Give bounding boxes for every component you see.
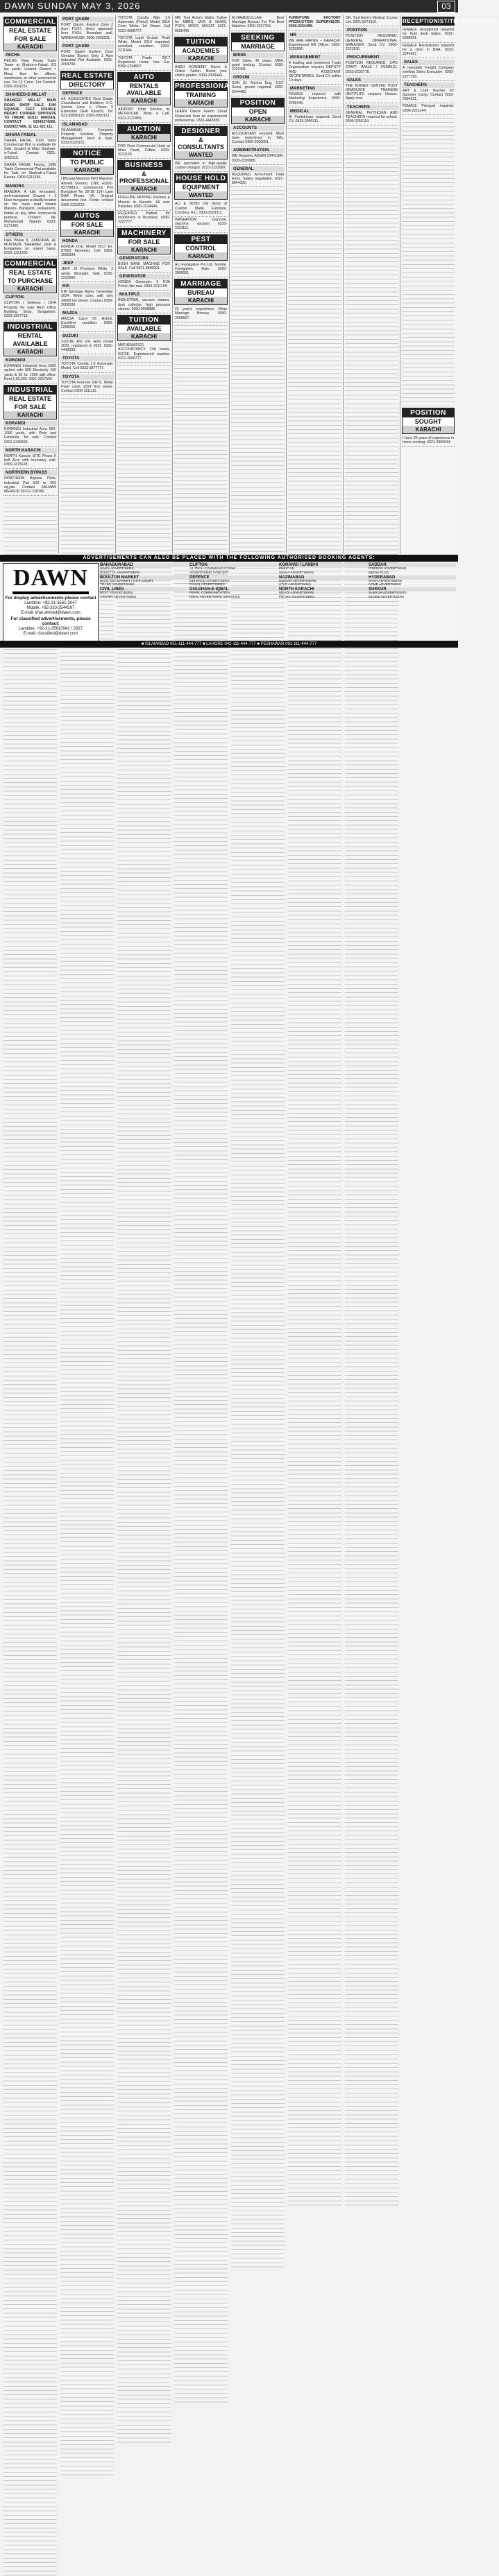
seeking-marriage-box [231,33,285,51]
classified-ad: FEMALE required with Marketing Experience. 0300-2299445. [288,92,341,107]
box-sub: & PROFESSIONAL [119,171,169,185]
section-heading: KORANGI [3,421,57,426]
dense-text-filler [288,126,341,2206]
page-number: 03 [437,1,455,12]
classified-ad: ACCOUNTANT required. Must have experience in Tally. Contact 0300-2000001. [231,131,285,147]
agent-item: FAISAL ADVERTISERS [189,583,225,587]
column-4 [173,15,234,553]
commercial-sale-box [3,17,57,51]
agent-city: SUKKUR [367,587,456,591]
dawn-logo [3,565,98,594]
box-sub: TRAINING [185,92,217,99]
box-title: TUITION [118,315,170,325]
display-contact-heading: For display advertisements please contact [5,596,96,600]
box-city: KARACHI [61,166,113,174]
classified-ad: GENERAL PHYSICIAN AND TEACHERS required for school. 0300-2255119. [345,110,398,126]
box-title: NOTICE [61,149,113,158]
dense-text-filler [3,496,57,2576]
box-city: KARACHI [4,348,56,356]
booking-agents-section [0,555,458,648]
classified-ad: ART & Craft Teacher for Summer Camp. Contact 0323-7654321. [402,88,455,104]
section-heading: PECHS [3,53,57,58]
box-city: KARACHI [175,55,227,62]
industrial-sale-box [3,385,57,420]
section-heading: GENERATORS [117,256,171,261]
box-sub: EQUIPMENT [182,184,220,191]
box-category: REAL ESTATE [8,27,51,34]
section-heading: TOYOTA [60,374,114,380]
box-title: AUCTION [118,125,170,134]
column-8 [400,15,499,553]
professional-training-box [174,81,234,107]
designer-box [174,126,228,159]
classified-ad: NORTH Karachi SITE Phase II half Acre with boundary wall. 0300-2475628. [3,453,57,469]
section-heading: MULTIPLE [117,292,171,297]
classified-ad: ANSH ACADEMY Home & Online Tuition. Boost your child's grades. 0300-2333444. [174,64,228,80]
agent-item: GLOBE ADVERTISERS [369,595,405,599]
section-heading: HONDA [60,239,114,244]
box-sub: BUREAU [187,289,214,297]
agent-city: BOULTON MARKET [99,576,187,580]
classified-ad: FEMALE Receptionist required for a clinic in DHA. 0333-2244567. [402,43,455,59]
autos-box [60,211,114,237]
section-heading: ADMINISTRATION [231,148,285,153]
agent-column [188,563,277,641]
box-city: KARACHI [4,285,56,293]
classified-ad: 21 year's experience. Khan Marriage Bureau. 0300-2655567. [174,306,228,322]
box-title: INDUSTRIAL [4,322,56,331]
dawn-contact-box [3,563,99,642]
box-title: PEST [175,235,227,244]
agent-city: KORANGI / LANDHI [278,563,366,567]
section-heading: SALES [345,78,398,83]
agent-column [278,563,366,641]
regional-office-bar: ■ ISLAMABAD 051-111-444-777 ■ LAHORE 042-111-444-777 ■ PESHAWAR 091-111-444-777 [0,641,458,648]
classified-ad: MANORA: A fully renovated, well-maintained Ground + 1 Floor bungalow is ideally located on the main road toward Manora. Banquets, restaurants, hotels or any other commercial purpose. Contact: Mr. Muhammad Naeem 0333-2171435. [3,189,57,231]
classified-ad: WE ARE HIRING – KARACHI. Experienced HR Officer. 0300-2233556. [288,38,341,54]
agent-column [367,563,456,641]
classified-ad: FREELINE MOVING Packers & Movers in Karachi. All over Pakistan. 0300-2224444. [117,195,171,211]
classified-ad: SHARA FAISAL Facing, 1000 Yards Commercial Plot available for Sale on Shahrah-e-Faisal Karsaz. 0300-9211326. [3,162,57,182]
classified-ad: POSITION REQUIRED: GENERAL OPERATIONAL MANAGER. Send CV. 0300-2221100. [345,33,398,53]
agent-item: STAR ADVERTISING [279,583,311,587]
classified-contact-heading: For classified advertisements, please contact: [10,616,91,626]
classified-ad: MR. Touf Amin's Maths Tuition for MBBS, UHS & NUMS, PGFS, MRCP, MDCAT. 0321-6655443. [174,15,228,35]
classified-ad: INDUSTRIAL vacuum cleaner, dust collector, high pressure cleaner. 0300-9998888. [117,297,171,313]
box-sub: OPEN [248,107,267,115]
classified-ad: REQUIRED Partner for investment in Business. 0300-3337777. [117,211,171,227]
box-city: KARACHI [4,411,56,419]
ad-columns [2,15,499,553]
box-category: REAL ESTATE [8,395,51,402]
realestate-directory-box [60,71,114,89]
agent-city: CIVIL LINES [99,587,187,591]
commercial-purchase-box [3,259,57,293]
classified-ad: KIA Sportage Alpha, November 2024, White color, with only 24000 km driven. Contact 0300-2000000. [60,289,114,309]
business-box [117,160,171,193]
machinery-box [117,228,171,254]
classified-ad: KORANGI Industrial Area 5000 sq.feet with 800 Electricity 100 yards & 50 kv, 1000 sqft office. Rent 5,50,000. 0321-2017560. [3,363,57,383]
position-sought-box [402,408,455,434]
box-city: KARACHI [118,97,170,105]
agent-item: PECHS ADVERTISERS [279,595,315,599]
box-city: KARACHI [175,252,227,260]
section-heading: MEDICAL [288,109,341,114]
box-title: BUSINESS [118,161,170,170]
classified-ad: A reputable Freight Company seeking Sales Executive. 0300-2277755. [402,65,455,81]
agent-item: ADVERTISING CONCEPT [189,571,230,575]
tuition-available-box [117,315,171,341]
marriage-bureau-box [174,279,228,305]
agent-item: SUKKUR ADVERTISERS [369,591,407,596]
box-sub: ACADEMIES [182,46,220,54]
position-open-box [231,98,285,124]
section-heading: SALES [402,60,455,65]
agent-item: TRANS ADVERTISING [100,583,135,587]
agent-city: SADDAR [367,563,456,567]
agent-item: PEARL COMMUNICATION [189,591,230,596]
classified-ad: AI Pediatrician required. Send CV. 0333-2990111. [288,114,341,126]
column-5 [230,15,287,553]
classified-ad: FOR Rent Commercial Hotel at Main Road, Clifton. 0333-3221133. [117,144,171,159]
classified-ad: WE specialize in high-quality custom designs. 0321-2222999. [174,161,228,172]
classified-ad: DHA Phase 8, ZAMZAMA, AL MURTAZA, SHAHBAZ, plots & bungalows on urgent basis. 0331-1221300. [3,238,57,258]
classified-ad: HONDA Generator 6 KVA Petrol, like new. 0333-2211199. [117,279,171,291]
box-sub: AVAILABLE [126,325,162,333]
classified-ad: KORANGI Industrial Area 600-1000 yards, with Plots and Factories, for sale. Contact 0321-2449968. [3,426,57,447]
dense-text-filler [60,395,114,2475]
agent-item: SHAH ADVERTISERS [369,579,403,583]
box-city: KARACHI [118,333,170,340]
agent-item: BOULTON MARKET / CITY COURT [100,579,154,583]
box-title: PROFESSIONAL [175,83,234,91]
agent-city: GULSHAN-E-IQBAL [188,587,277,591]
section-heading: SHAHEED-E-MILLAT [3,92,57,98]
classified-ad: TOYOTA Corolla 1.6 Automatic Model. Cell 0333-2877777. [60,361,114,372]
section-heading: HR [288,33,341,38]
box-category: REAL ESTATE [8,269,51,277]
box-city: KARACHI [175,99,227,107]
box-title: SEEKING [232,33,284,42]
agent-city: NORTH KARACHI [278,587,366,591]
auto-rentals-box [117,72,171,105]
box-city: KARACHI [232,116,284,123]
box-city: KARACHI [4,43,56,51]
agent-item: PRINT AD [279,567,295,571]
section-heading: TOYOTA [60,356,114,361]
agent-item: BEST ADVERTISERS [100,591,133,596]
classified-ad: SHAHEED MILLAT MAIN ROAD SHOP SALE 1100 SQUARE FEET DOUBLE HEIGHT CORNER OPPOSITE TO HAIDRI GOLD MAIDAN. CONTACT 03342274266, 03229227666, 11 111 621 111. [3,98,57,130]
display-mobile: Mobile: +92-333-3544597 [26,606,75,610]
display-email[interactable]: E-mail: irfan.ahmed@dawn.com [21,611,81,615]
pest-control-box [174,234,228,261]
agent-columns [99,563,457,641]
receptionist-box [402,17,499,26]
box-title: REAL ESTATE [61,71,113,80]
notice-box [60,148,114,175]
classified-ad: SUZUKI Alto VXL AGS model 2022, registered in 2023. 0321-4443333. [60,339,114,355]
box-city: WANTED [175,191,227,199]
classified-ad: JEEP JS Premium White, 3 serial, Wrangler, Sale. 0335-2222666. [60,266,114,282]
dense-text-filler [117,363,171,2443]
box-title: INDUSTRIAL [4,386,56,395]
section-heading: GENERAL [231,166,285,172]
section-heading: TEACHERS [345,105,398,110]
classified-landline: Landline: +92-21-35610941 / 2927 [19,627,83,631]
section-heading: BRIDE [231,53,285,58]
box-category: RENTAL [17,332,43,340]
box-title: MACHINERY [118,229,170,238]
agent-item: A1 TECH COMMUNICATIONS [189,567,235,571]
agent-item: SIGMA ADVERTISERS [279,571,314,575]
box-title: POSITION [232,98,284,107]
industrial-rental-box [3,322,57,356]
box-sub: & CONSULTANTS [178,137,224,151]
section-heading: MANORA [3,184,57,189]
masthead [0,0,458,12]
classified-email[interactable]: E-mail: classified@dawn.com [23,632,78,636]
section-heading: NORTHERN BYPASS [3,470,57,476]
box-city: KARACHI [175,297,227,304]
box-title: COMMERCIAL [4,260,56,268]
household-box [174,173,228,200]
classified-ad: WE Requires ADMIN OFFICER. 0333-2299988. [231,153,285,164]
column-1 [2,15,59,553]
box-title: AUTO [118,73,170,82]
agent-item: MEDIA PLUS [369,571,389,575]
section-heading: MANAGEMENT [288,55,341,60]
section-heading: PROCUREMENT [345,55,398,60]
agent-item: FRIENDS ADVERTISING [369,567,407,571]
column-2 [59,15,116,553]
agent-item: CROWN ADVERTISING [100,595,137,599]
classified-ad: WASHROOM Disposal, machine, vacuum. 0333-2321111. [174,217,228,233]
box-city: KARACHI [118,134,170,141]
box-sub: SOUGHT [414,417,442,425]
box-sub: TO PUBLIC [70,159,104,166]
classified-ad: A leading and prominent Trade Organization requires DEPUTY AND ASSISTANT SECRETARIES. Send CV within 10 days. [288,60,341,85]
section-heading: MAZDA [60,311,114,316]
agent-city: HYDERABAD [367,576,456,580]
classifieds-page [0,0,499,648]
section-heading: OTHERS [3,232,57,238]
box-title: RECEPTIONIST/TELEOPERATOR [403,18,499,24]
box-sub: AVAILABLE [12,340,48,348]
box-title: COMMERCIAL [4,18,56,26]
classified-ad: ALHAMDULILLAH Best Marriage Bureau For The Best Matches. 0300-2627755. [231,15,285,31]
classified-ad: CLIFTON / Defense / DHA Property for Sale Rent Office Building, Shop, Bungalows. 0333-3337718. [3,300,57,320]
box-sub: MARRIAGE [241,42,275,50]
display-landline: Landline: +92-21-3561-3047 [24,601,77,605]
section-heading: SUZUKI [60,334,114,339]
classified-ad: LEARN Oracle Fusion Cloud Financials from an experienced professional. 0333-4445555. [174,109,228,125]
box-sub: DIRECTORY [69,80,105,88]
agency-banner: ADVERTISEMENTS CAN ALSO BE PLACED WITH THE FOLLOWING AUTHORISED BOOKING AGENTS: [0,555,458,562]
classified-ad: TOYOTA Corolla Altis 1.6 Automatic (Petrol) Model 2016 Color White, 1st Owner. Call 0321-9988777. [117,15,171,35]
agent-city: CLIFTON [188,563,277,567]
classified-ad: BUSH BANK MACHINE FOR SALE. Call 0321-8880001. [117,261,171,273]
agent-column [99,563,187,641]
column-6 [287,15,344,553]
box-city: KARACHI [118,185,170,193]
section-heading: ACCOUNTS [231,126,285,131]
box-title: TUITION [175,37,227,46]
box-sub: FOR SALE [71,221,103,228]
classified-ad: NORTHERN Bypass Plots, Industrial Plot 500 to 600 sq.yds. Contact SALMAN MEHSUD 0313-1228166. [3,476,57,496]
box-title: AUTOS [61,211,113,221]
classified-ad: TOYOTA Land Cruiser Pearl White, Model 2016 imported, excellent condition. 0300-2211444. [117,35,171,55]
box-sub: TO PURCHASE [7,277,53,285]
classified-ad: ALI & SONS Old Items of Custom Made Furniture, Crockery, A.C. 0300-2223311. [174,201,228,217]
agent-city: BAHADURABAD [99,563,187,567]
section-heading: POSITION [345,28,398,33]
classified-ad: PORT Qasim, Eastern Zone 2 Acre PLOT, direct approach from FHSL. Boundary wall, WAREHOUSE. 0300-2003231. [60,22,114,42]
box-sub: FOR SALE [14,35,46,42]
agent-item: RIZWAN ADVERTISERS [279,579,316,583]
section-heading: MARKETING [288,86,341,92]
classified-ad: MAZDA Carol 05 Hybrid. Excellent condition. 0300-2255555. [60,316,114,332]
classified-ad: POSITION REQUIRED: OPD STAFF (MALE / FEMALE). 0333-2233778. [345,60,398,76]
column-7 [344,15,400,553]
section-heading: GENERATOR [117,274,171,279]
box-title: POSITION [403,408,454,417]
classified-ad: REQUIRED Accountant Data Entry. Salary negotiable. 0321-8844332. [231,172,285,188]
agent-item: IDEAL ADVERTISING SERVICES [189,595,240,599]
section-heading: GROOM [231,75,285,80]
classified-ad: AIRPORT Drop Service by METROCAB. Book a Cab. 0321-2122456. [117,107,171,123]
classified-ad: FEMALE Principal required. 0300-2221144. [402,103,455,114]
section-heading: KIA [60,284,114,289]
section-heading: CLIFTON [3,295,57,300]
box-title: DESIGNER [175,127,227,136]
classified-ad: FEMALE receptionist required for front desk duties. 0321-2288991. [402,27,455,43]
classified-ad: PORT Qasim Eastern Zone Genuine Buyers Only 1 Acre Industrial Plot Available. 0321-2094794. [60,49,114,69]
box-sub: RENTALS AVAILABLE [126,83,162,97]
classified-ad: TOYOTA Prado 2017 Registered Home Use Car. 0300-1234567. [117,55,171,71]
agent-city: NAZIMABAD [278,576,366,580]
auction-box [117,124,171,142]
section-heading: TEACHERS [402,83,455,88]
box-sub: CONTROL [185,244,217,252]
dense-text-filler [231,187,285,2267]
section-heading: KORANGI [3,358,57,363]
column-3 [116,15,173,553]
classified-ad: HONDA Civic Model 2017 Ex. 87000 Kilometer, Cell 0300-2000334. [60,244,114,260]
classified-ad: FOR Sister, 42 years, MBA, good looking. Contact 0300-2222441. [231,58,285,74]
classified-ad: PECHS: Near Pesas Trade Tower at Shahra-e-Faisal. 2/3 lac yards, Leased Ground + Mezz floor for offices, warehouse, or other commercial use. Rs 12 Crore. For Contact: 0300-2091231. [3,58,57,91]
classified-ad: ALI Fumigation Pvt Ltd, Termite, Fumigation, Rats. 0300-2800001. [174,262,228,278]
section-heading: DEFENCE [60,91,114,96]
section-heading: ISLAMABAD [60,122,114,128]
agent-item: DEFENCE ADVERTISERS [189,579,230,583]
agent-item: ROSETTE ADVERTISERS [100,571,140,575]
paper-date: DAWN SUNDAY MAY 3, 2026 [4,1,141,11]
classified-ad: I have 20 years of experience in home cooking. 0321-2900044. [402,435,455,447]
box-title: MARRIAGE [175,279,227,288]
section-heading: JEEP [60,261,114,266]
classified-ad: TOYOTA Fortuner GR-S, White Pearl color, 2024 first owner. Contact 0300-1111111. [60,380,114,396]
classified-ad: MATHEMATICS ACCOUNTANCY. O/A levels, IGCSE. Experienced teacher. 0321-2666777. [117,343,171,363]
section-heading: PORT QASIM [60,44,114,49]
box-city: KARACHI [403,426,454,433]
box-city: WANTED [175,151,227,159]
section-heading: NORTH KARACHI [3,448,57,453]
logo-underline [12,591,89,594]
tuition-academies-box [174,37,228,63]
classified-ad: FURNITURE FACTORY PRODUCTION SUPERVISOR. 0300-2234499. [288,15,341,31]
classified-ad: THE KIDNEY CENTRE POST GRADUATE TRAINING INSTITUTE requires Nurses. Apply now. [345,83,398,103]
dense-text-filler [345,126,398,2206]
box-sub: FOR SALE [128,238,160,245]
box-title: HOUSE HOLD [176,175,226,183]
box-city: KARACHI [61,229,113,236]
classified-ad: I Bhuvaji Mansoor W/O Mansoor Ahmed Soomro, CNIC 42201-0277889-2, Commercial Plot Bungalow No 30-1B 11th Lane DHA Phase VII. Original documents lost. Finder contact 0300-2222222. [60,176,114,209]
classified-ad: AK ASSOCIATES Real Estate Consultants and Builders, 5-C, Sunset Lane 1, Phase II Extension DHA Karachi. Tel: 021-35890123, 0300-2000112. [60,96,114,121]
section-heading: PORT QASIM [60,17,114,22]
classified-ad: SON 31 Mecha Eng, 5'10" Sunni, groom required. 0300-2444455. [231,80,285,96]
logo-text: DAWN [13,565,88,591]
agent-item: ACME ADVERTISING [369,583,402,587]
agent-item: MARS ADVERTISERS [100,567,134,571]
classified-ad: DR. Touf Amin's Medical Course Uni. 0321-8271516. [345,15,398,26]
section-heading: SHARA FAISAL [3,132,57,138]
classified-ad: SHARA FAISAL 1000 Yards Commercial Plot is available for Sale, located at Main Shahrah-e-Faisal. Contact 0321-2052115. [3,138,57,162]
box-sub: FOR SALE [14,403,46,410]
dense-text-filler [402,115,455,406]
box-city: KARACHI [118,246,170,254]
agent-item: MEHDI ADVERTISERS [279,591,314,596]
agent-city: DEFENCE [188,576,277,580]
classified-ad: ISLAMABAD: Complete Property Solution. Property Management, Rent & Sale. 0333-5220101. [60,128,114,148]
